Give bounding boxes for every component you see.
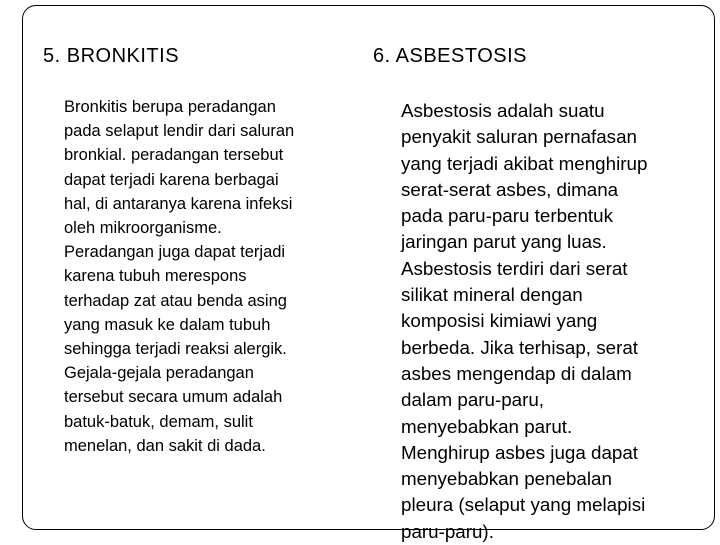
section-body-bronkitis: Bronkitis berupa peradangan pada selaput lendir dari saluran bronkial. peradangan tersebut dapat terjadi karena berbagai hal, di antaranya karena infeksi oleh mikroorganisme. Peradangan juga dapat terjadi karena tubuh merespons terhadap zat atau benda asing yang masuk ke dalam tubuh sehingga terjadi reaksi alergik. Gejala-gejala peradangan tersebut secara umum adalah batuk-batuk, demam, sulit menelan, dan sakit di dada. [64,98,295,455]
section-heading-bronkitis: 5. BRONKITIS [43,45,180,67]
section-heading-asbestosis: 6. ASBESTOSIS [373,45,527,67]
section-body-asbestosis: Asbestosis adalah suatu penyakit saluran pernafasan yang terjadi akibat menghirup serat-serat asbes, dimana pada paru-paru terbentuk jaringan parut yang luas. Asbestosis terdiri dari serat silikat mineral dengan komposisi kimiawi yang berbeda. Jika terhisap, serat asbes mengendap di dalam dalam paru-paru, menyebabkan parut. Menghirup asbes juga dapat menyebabkan penebalan pleura (selaput yang melapisi paru-paru). [401,100,648,542]
